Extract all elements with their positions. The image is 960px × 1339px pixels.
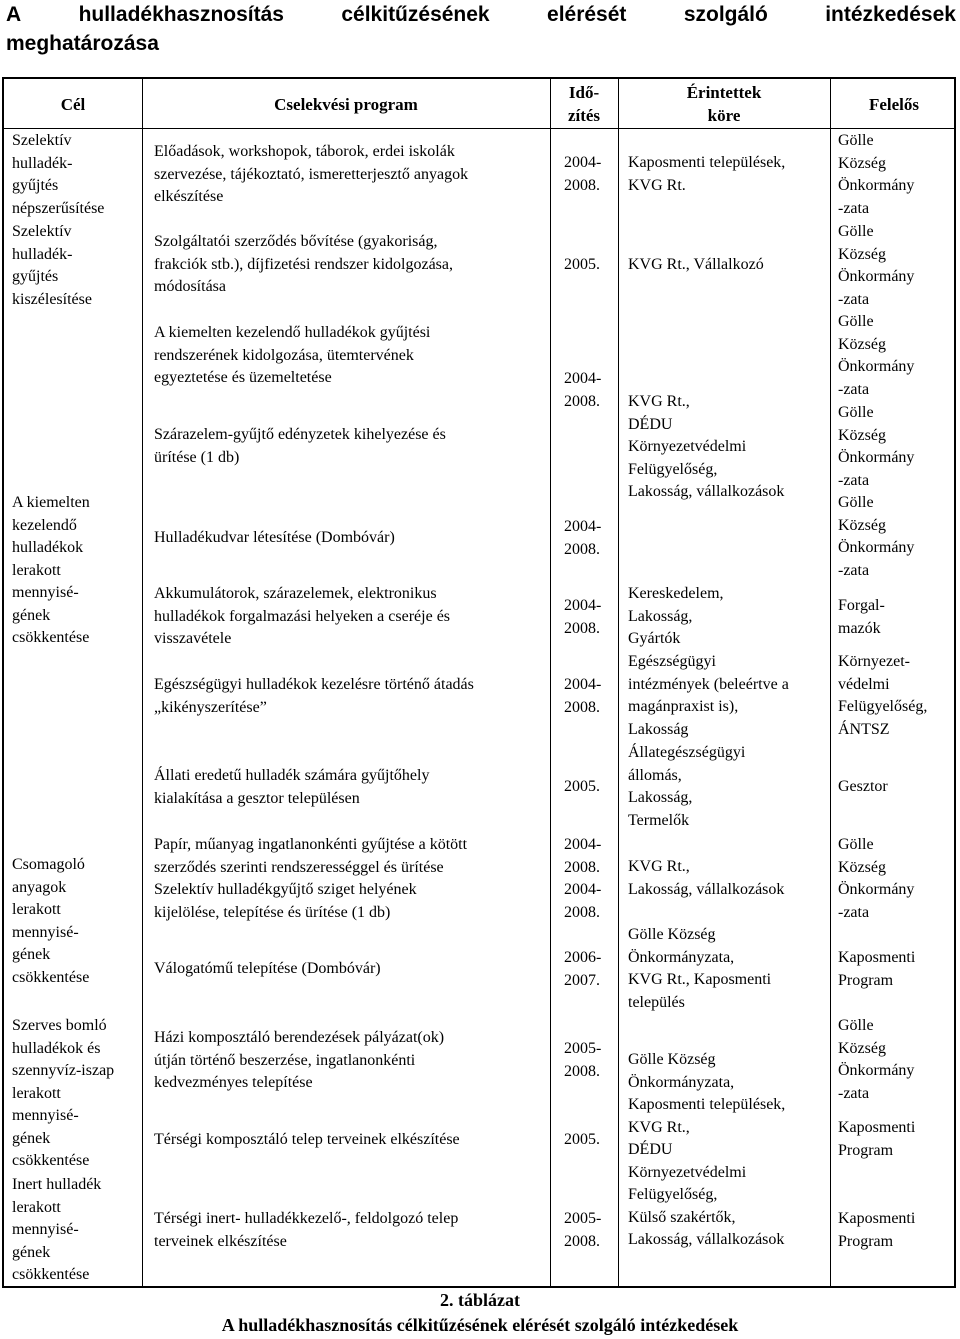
- goal-cell: lerakott: [12, 1084, 61, 1102]
- program-cell: ürítése (1 db): [154, 448, 240, 466]
- responsible-cell: -zata: [838, 380, 870, 398]
- affected-cell: Felügyelőség,: [628, 460, 718, 478]
- goal-cell: mennyisé-: [12, 1107, 79, 1124]
- affected-cell: Lakosság: [628, 720, 689, 738]
- heading-word: hulladékhasznosítás: [78, 3, 284, 26]
- responsible-cell: Gölle: [838, 313, 874, 330]
- timing-cell: 2007.: [564, 971, 600, 989]
- affected-cell: Önkormányzata,: [628, 1073, 735, 1091]
- program-cell: terveinek elkészítése: [154, 1232, 287, 1250]
- responsible-cell: Gölle: [838, 1017, 874, 1034]
- heading-word: célkitűzésének: [341, 3, 490, 26]
- timing-cell: 2006-: [564, 949, 602, 966]
- col-divider: [618, 79, 619, 1286]
- responsible-cell: -zata: [838, 561, 870, 579]
- goal-cell: hulladék-: [12, 154, 73, 172]
- table-caption-text: A hulladékhasznosítás célkitűzésének elérését szolgáló intézkedések: [221, 1315, 739, 1335]
- affected-cell: Gölle Község: [628, 1051, 716, 1068]
- heading-line-1: [6, 0, 956, 29]
- responsible-cell: Forgal-: [838, 597, 885, 614]
- goal-cell: hulladék-: [12, 245, 73, 263]
- timing-cell: 2004-: [564, 518, 602, 535]
- goal-cell: kiszélesítése: [12, 290, 92, 308]
- goal-cell: csökkentése: [12, 968, 90, 986]
- responsible-cell: Gölle: [838, 404, 874, 421]
- responsible-cell: Gölle: [838, 494, 874, 511]
- affected-cell: Kaposmenti települések,: [628, 154, 786, 171]
- affected-cell: település: [628, 993, 685, 1011]
- program-cell: hulladékok forgalmazási helyeken a cseréje és: [154, 607, 451, 625]
- goal-cell: anyagok: [12, 878, 67, 896]
- timing-cell: 2005-: [564, 1040, 602, 1057]
- affected-cell: Környezetvédelmi: [628, 1163, 747, 1181]
- goal-cell: gének: [12, 1243, 51, 1261]
- heading-word: A: [6, 3, 22, 26]
- timing-cell: 2008.: [564, 540, 600, 558]
- program-cell: Hulladékudvar létesítése (Dombóvár): [154, 529, 395, 546]
- responsible-cell: -zata: [838, 471, 870, 489]
- goal-cell: mennyisé-: [12, 584, 79, 601]
- timing-cell: 2005.: [564, 778, 600, 795]
- page-heading: [6, 0, 956, 58]
- responsible-cell: Község: [838, 335, 886, 353]
- responsible-cell: -zata: [838, 1084, 870, 1102]
- table-caption-number: 2. táblázat: [440, 1290, 520, 1310]
- goal-cell: kezelendő: [12, 516, 77, 534]
- affected-cell: Állategészségügyi: [628, 744, 746, 761]
- affected-cell: KVG Rt.,: [628, 1118, 690, 1136]
- program-cell: „kikényszerítése”: [154, 698, 267, 716]
- affected-cell: Külső szakértők,: [628, 1208, 736, 1226]
- program-cell: Térségi inert- hulladékkezelő-, feldolgozó telep: [154, 1210, 459, 1227]
- affected-cell: magánpraxist is),: [628, 698, 739, 715]
- timing-cell: 2008.: [564, 619, 600, 637]
- affected-cell: Lakosság,: [628, 789, 693, 806]
- timing-cell: 2004-: [564, 676, 602, 693]
- affected-cell: KVG Rt.: [628, 176, 686, 194]
- responsible-cell: Község: [838, 1039, 886, 1057]
- header-goal: Cél: [60, 95, 86, 114]
- responsible-cell: védelmi: [838, 675, 890, 693]
- heading-word: elérését: [547, 3, 627, 26]
- heading-word: intézkedések: [825, 3, 956, 26]
- responsible-cell: Önkormány: [838, 268, 915, 285]
- goal-cell: A kiemelten: [12, 494, 90, 511]
- affected-cell: DÉDU: [628, 415, 673, 433]
- responsible-cell: -zata: [838, 290, 870, 308]
- goal-cell: gének: [12, 606, 51, 624]
- goal-cell: Szelektív: [12, 223, 72, 240]
- col-divider: [830, 79, 831, 1286]
- goal-cell: szennyvíz-iszap: [12, 1062, 115, 1079]
- affected-cell: Lakosság, vállalkozások: [628, 483, 785, 500]
- header-divider: [4, 128, 954, 129]
- timing-cell: 2005-: [564, 1210, 602, 1227]
- program-cell: Válogatómű telepítése (Dombóvár): [154, 960, 381, 977]
- affected-cell: Gyártók: [628, 630, 681, 647]
- responsible-cell: Gölle: [838, 836, 874, 853]
- responsible-cell: Kaposmenti: [838, 1210, 916, 1227]
- goal-cell: csökkentése: [12, 629, 90, 646]
- affected-cell: Egészségügyi: [628, 653, 716, 670]
- header-responsible: Felelős: [868, 95, 920, 114]
- responsible-cell: -zata: [838, 903, 870, 921]
- goal-cell: lerakott: [12, 901, 61, 918]
- affected-cell: Lakosság,: [628, 607, 693, 625]
- program-cell: módosítása: [154, 278, 226, 295]
- header-timing: zítés: [567, 106, 601, 125]
- goal-cell: hulladékok és: [12, 1039, 101, 1057]
- program-cell: kedvezményes telepítése: [154, 1074, 313, 1091]
- goal-cell: gének: [12, 946, 51, 963]
- goal-cell: lerakott: [12, 561, 61, 579]
- responsible-cell: Önkormány: [838, 449, 915, 466]
- responsible-cell: Önkormány: [838, 539, 915, 556]
- affected-cell: állomás,: [628, 766, 682, 784]
- heading-line-2: meghatározása: [6, 32, 159, 55]
- timing-cell: 2008.: [564, 903, 600, 921]
- affected-cell: Kaposmenti települések,: [628, 1096, 786, 1113]
- responsible-cell: Program: [838, 971, 894, 989]
- responsible-cell: Község: [838, 245, 886, 263]
- program-cell: frakciók stb.), díjfizetési rendszer kidolgozása,: [154, 255, 453, 273]
- goal-cell: Inert hulladék: [12, 1176, 102, 1193]
- program-cell: Papír, műanyag ingatlanonkénti gyűjtése a kötött: [154, 836, 468, 853]
- timing-cell: 2005.: [564, 1131, 600, 1148]
- goal-cell: Szelektív: [12, 132, 72, 149]
- responsible-cell: ÁNTSZ: [838, 720, 890, 738]
- program-cell: Előadások, workshopok, táborok, erdei iskolák: [154, 143, 455, 160]
- timing-cell: 2008.: [564, 698, 600, 716]
- affected-cell: Kereskedelem,: [628, 585, 724, 602]
- measures-table: [2, 77, 956, 1288]
- col-divider: [142, 79, 143, 1286]
- heading-word: szolgáló: [683, 3, 768, 26]
- program-cell: egyeztetése és üzemeltetése: [154, 369, 332, 386]
- header-affected: köre: [707, 106, 741, 125]
- program-cell: Szárazelem-gyűjtő edényzetek kihelyezése és: [154, 426, 446, 443]
- affected-cell: KVG Rt., Vállalkozó: [628, 256, 764, 273]
- goal-cell: gyűjtés: [12, 177, 59, 194]
- program-cell: szervezése, tájékoztató, ismeretterjesztő anyagok: [154, 165, 469, 183]
- responsible-cell: Program: [838, 1232, 894, 1250]
- responsible-cell: Önkormány: [838, 1062, 915, 1079]
- responsible-cell: Kaposmenti: [838, 949, 916, 966]
- responsible-cell: -zata: [838, 199, 870, 217]
- responsible-cell: Gölle: [838, 223, 874, 240]
- program-cell: visszavétele: [154, 630, 232, 647]
- goal-cell: gének: [12, 1129, 51, 1147]
- program-cell: rendszerének kidolgozása, ütemtervének: [154, 346, 414, 364]
- affected-cell: KVG Rt.,: [628, 393, 690, 410]
- program-cell: Akkumulátorok, szárazelemek, elektronikus: [154, 585, 437, 602]
- responsible-cell: Önkormány: [838, 358, 915, 375]
- goal-cell: népszerűsítése: [12, 199, 105, 217]
- timing-cell: 2008.: [564, 1062, 600, 1080]
- affected-cell: Önkormányzata,: [628, 948, 735, 966]
- timing-cell: 2008.: [564, 176, 600, 194]
- goal-cell: lerakott: [12, 1198, 61, 1216]
- affected-cell: Lakosság, vállalkozások: [628, 880, 785, 898]
- timing-cell: 2008.: [564, 392, 600, 410]
- goal-cell: gyűjtés: [12, 268, 59, 285]
- responsible-cell: Felügyelőség,: [838, 698, 928, 715]
- responsible-cell: Gölle: [838, 132, 874, 149]
- responsible-cell: Önkormány: [838, 881, 915, 898]
- affected-cell: DÉDU: [628, 1141, 673, 1158]
- timing-cell: 2004-: [564, 154, 602, 171]
- program-cell: Szelektív hulladékgyűjtő sziget helyének: [154, 881, 417, 898]
- timing-cell: 2005.: [564, 256, 600, 273]
- responsible-cell: Kaposmenti: [838, 1119, 916, 1136]
- responsible-cell: Község: [838, 154, 886, 172]
- goal-cell: csökkentése: [12, 1266, 90, 1283]
- affected-cell: Felügyelőség,: [628, 1186, 718, 1203]
- program-cell: elkészítése: [154, 188, 224, 205]
- header-program: Cselekvési program: [274, 95, 418, 114]
- responsible-cell: Környezet-: [838, 653, 910, 670]
- goal-cell: csökkentése: [12, 1152, 90, 1169]
- program-cell: Egészségügyi hulladékok kezelésre történő átadás: [154, 676, 474, 693]
- timing-cell: 2004-: [564, 881, 602, 898]
- responsible-cell: Község: [838, 858, 886, 876]
- timing-cell: 2004-: [564, 597, 602, 614]
- responsible-cell: Község: [838, 426, 886, 444]
- timing-cell: 2004-: [564, 836, 602, 853]
- goal-cell: hulladékok: [12, 539, 84, 556]
- program-cell: útján történő beszerzése, ingatlanonkénti: [154, 1051, 416, 1069]
- goal-cell: Csomagoló: [12, 856, 85, 873]
- timing-cell: 2004-: [564, 370, 602, 387]
- affected-cell: intézmények (beleértve a: [628, 675, 789, 693]
- affected-cell: KVG Rt., Kaposmenti: [628, 971, 772, 988]
- responsible-cell: Község: [838, 516, 886, 534]
- col-divider: [550, 79, 551, 1286]
- program-cell: kijelölése, telepítése és ürítése (1 db): [154, 903, 391, 921]
- responsible-cell: Gesztor: [838, 778, 888, 795]
- header-timing: Idő-: [568, 83, 600, 102]
- timing-cell: 2008.: [564, 858, 600, 876]
- program-cell: A kiemelten kezelendő hulladékok gyűjtési: [154, 324, 431, 341]
- program-cell: Állati eredetű hulladék számára gyűjtőhely: [154, 767, 430, 784]
- affected-cell: Gölle Község: [628, 926, 716, 943]
- header-affected: Érintettek: [686, 83, 762, 102]
- program-cell: Térségi komposztáló telep terveinek elkészítése: [154, 1131, 460, 1148]
- affected-cell: KVG Rt.,: [628, 858, 690, 875]
- responsible-cell: mazók: [838, 619, 881, 637]
- affected-cell: Környezetvédelmi: [628, 438, 747, 455]
- responsible-cell: Program: [838, 1141, 894, 1159]
- program-cell: Házi komposztáló berendezések pályázat(ok): [154, 1029, 445, 1046]
- goal-cell: Szerves bomló: [12, 1017, 107, 1034]
- timing-cell: 2008.: [564, 1232, 600, 1250]
- goal-cell: mennyisé-: [12, 923, 79, 941]
- responsible-cell: Önkormány: [838, 177, 915, 194]
- program-cell: Szolgáltatói szerződés bővítése (gyakoriság,: [154, 233, 438, 250]
- affected-cell: Termelők: [628, 811, 690, 829]
- program-cell: kialakítása a gesztor településen: [154, 789, 360, 807]
- affected-cell: Lakosság, vállalkozások: [628, 1231, 785, 1248]
- program-cell: szerződés szerinti rendszerességgel és ürítése: [154, 858, 444, 876]
- goal-cell: mennyisé-: [12, 1221, 79, 1238]
